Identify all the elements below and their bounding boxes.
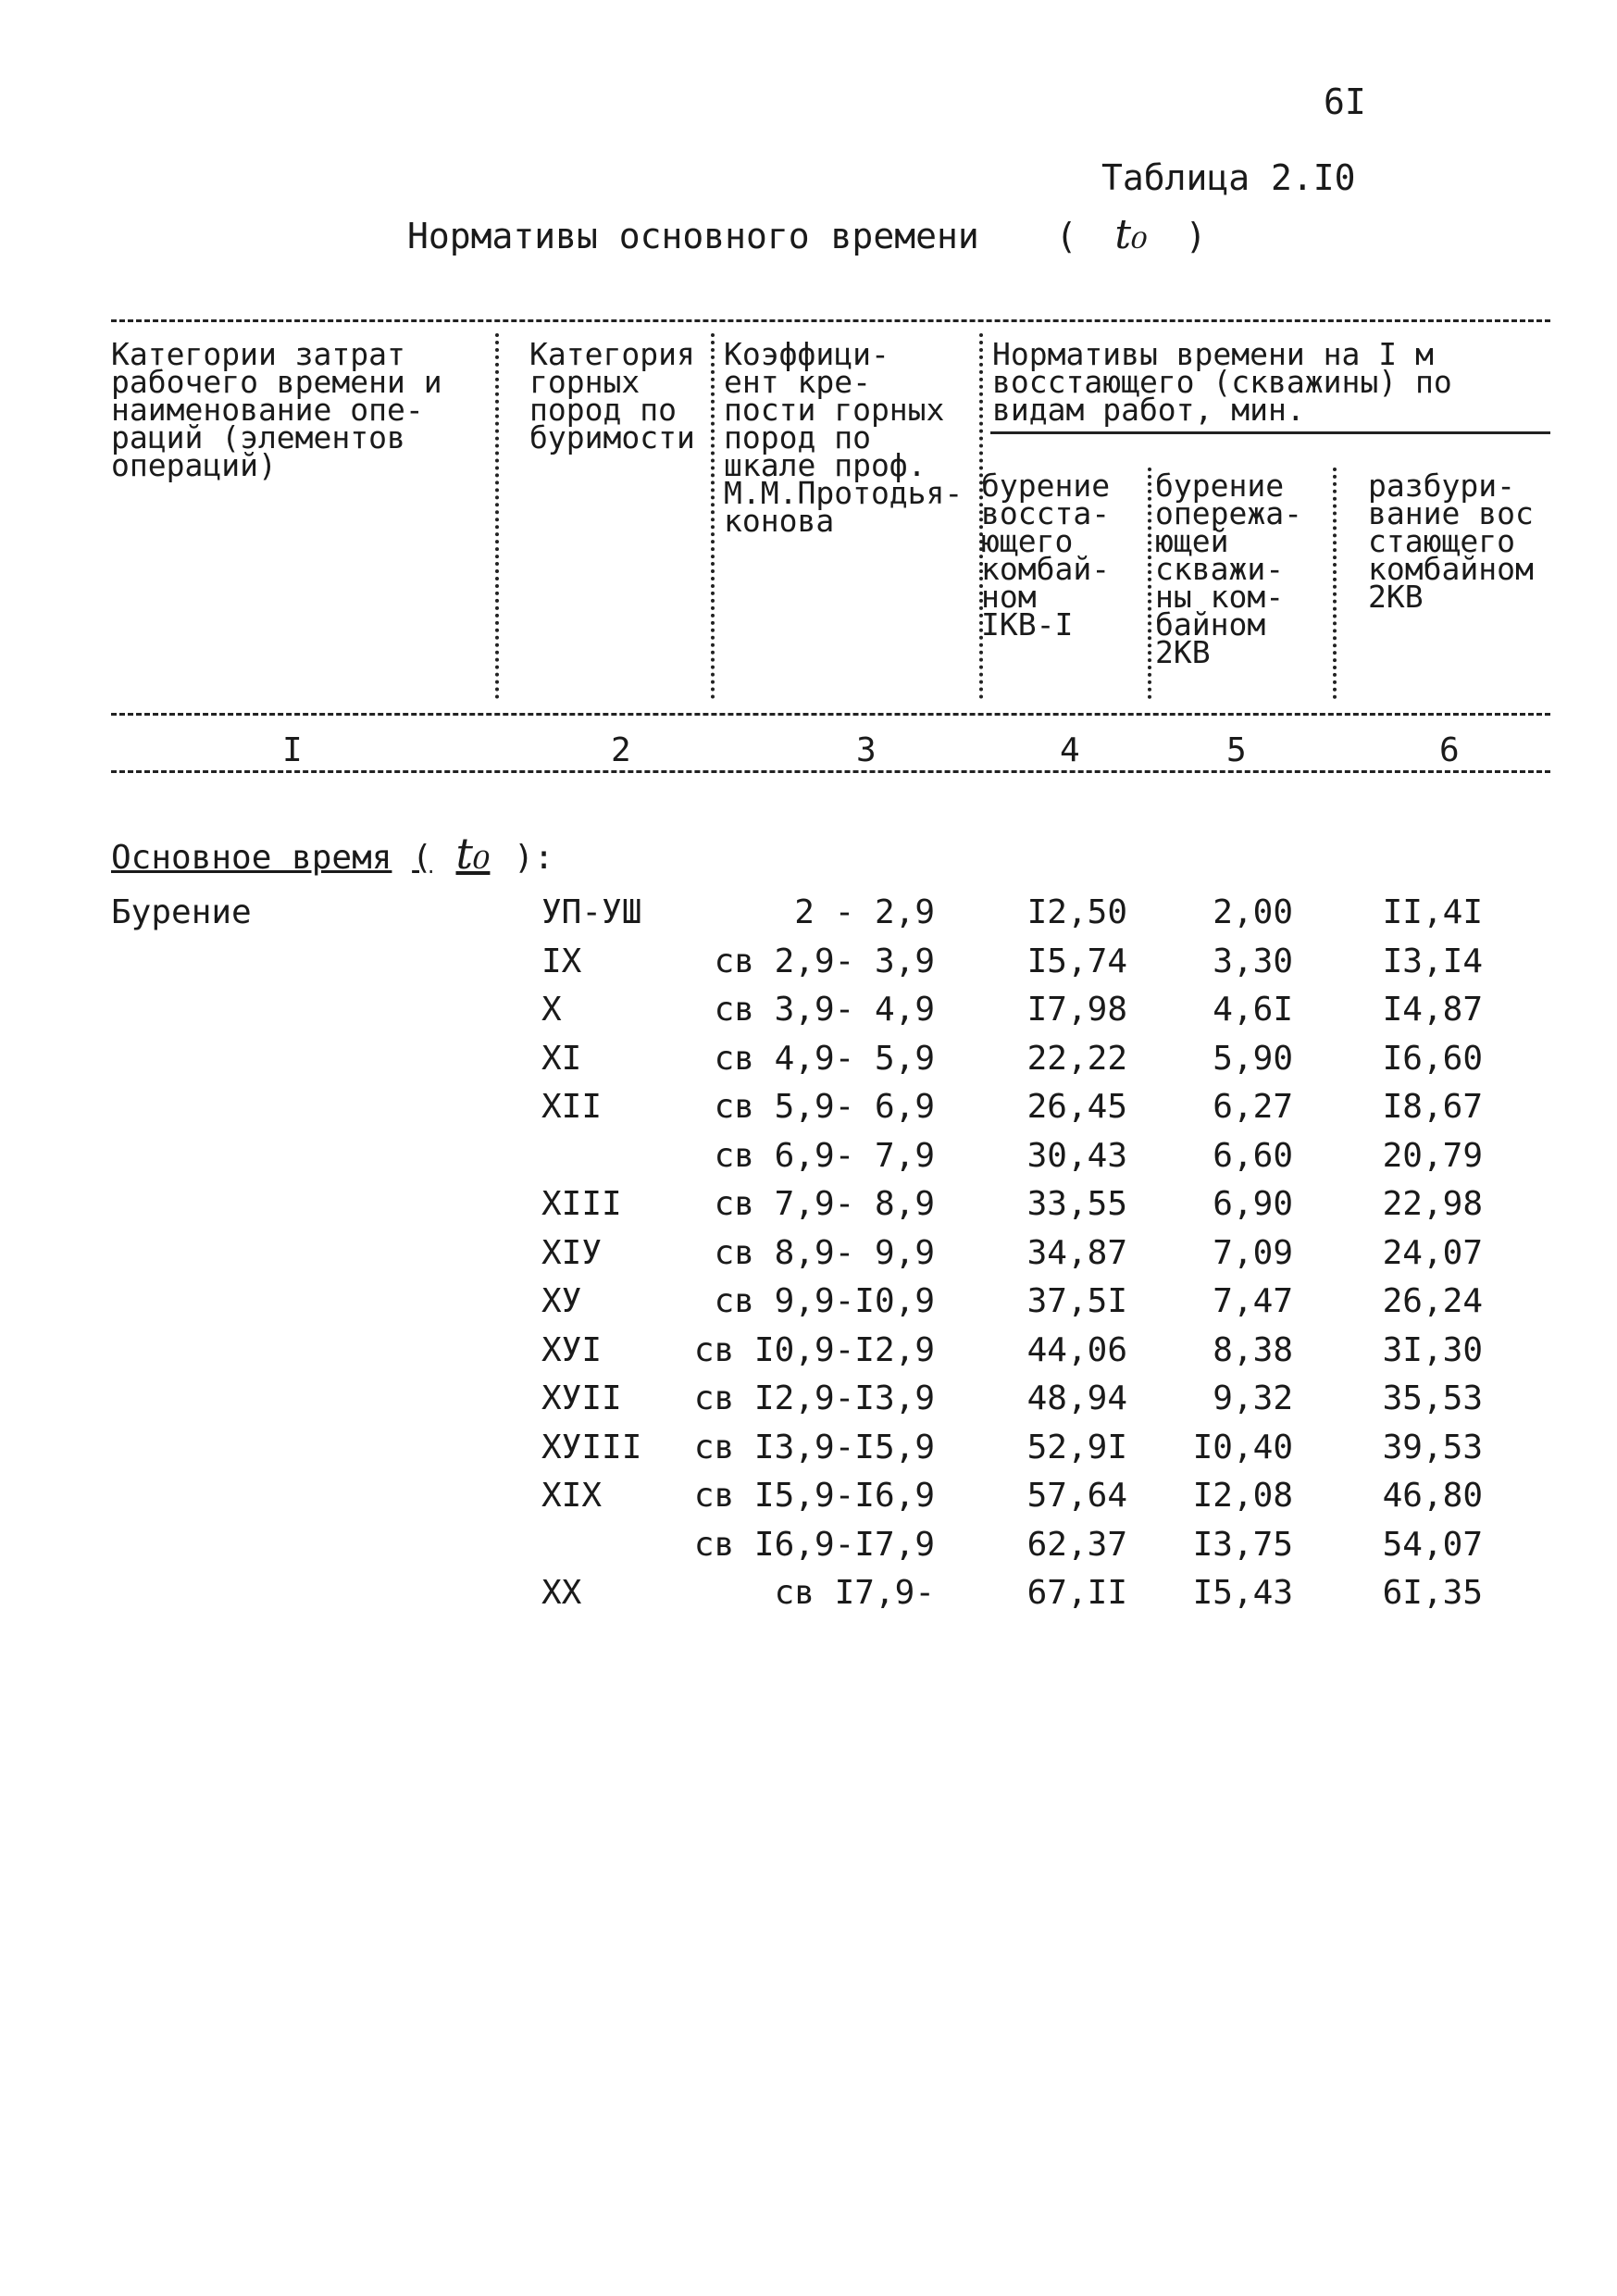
norm-reaming-2kv-cell: II,4I [1382,893,1483,931]
column-numbers-rule [111,770,1550,773]
norm-reaming-2kv-cell: 6I,35 [1382,1574,1483,1612]
header-col5: бурение опережа- ющей скважи- ны ком- байном 2КВ [1155,468,1302,670]
norm-reaming-2kv-cell: 3I,30 [1382,1330,1483,1369]
header-col6: разбури- вание вос стающего комбайном 2КВ [1368,468,1534,615]
column-separator [711,333,715,699]
page-number: 6I [1324,81,1366,122]
hardness-coefficient-cell: св 8,9- 9,9 [714,1233,935,1272]
table-row [0,1331,1617,1379]
hardness-coefficient-cell: св I7,9- [774,1574,935,1612]
norm-reaming-2kv-cell: 39,53 [1382,1428,1483,1466]
norm-pilot-2kv-cell: I0,40 [1192,1428,1293,1466]
norm-ikv1-cell: 67,II [1026,1574,1127,1612]
rock-category-cell: XУI [541,1330,603,1369]
column-separator [1333,468,1337,699]
norm-pilot-2kv-cell: 5,90 [1213,1039,1293,1078]
rock-category-cell: XУII [541,1379,622,1417]
header-top-rule [111,319,1550,322]
norm-ikv1-cell: 22,22 [1026,1039,1127,1078]
header-bottom-rule [111,713,1550,716]
hardness-coefficient-cell: св I3,9-I5,9 [693,1428,935,1466]
hardness-coefficient-cell: св 6,9- 7,9 [714,1136,935,1175]
table-row [0,1526,1617,1574]
norm-ikv1-cell: 48,94 [1026,1379,1127,1417]
column-number: 5 [1226,731,1247,769]
norm-ikv1-cell: I2,50 [1026,893,1127,931]
norm-pilot-2kv-cell: 2,00 [1213,893,1293,931]
table-row [0,1477,1617,1525]
rock-category-cell: XX [541,1574,582,1612]
rock-category-cell: XI [541,1039,582,1078]
norm-reaming-2kv-cell: 26,24 [1382,1282,1483,1320]
norm-reaming-2kv-cell: I6,60 [1382,1039,1483,1078]
table-row [0,1379,1617,1428]
hardness-coefficient-cell: 2 - 2,9 [794,893,935,931]
hardness-coefficient-cell: св I0,9-I2,9 [693,1330,935,1369]
title-close-paren: ) [1185,216,1207,256]
norm-pilot-2kv-cell: I5,43 [1192,1574,1293,1612]
header-group: Нормативы времени на I м восстающего (скважины) по видам работ, мин. [992,336,1452,428]
norm-reaming-2kv-cell: 35,53 [1382,1379,1483,1417]
norm-ikv1-cell: I7,98 [1026,991,1127,1029]
column-number: I [282,731,303,769]
table-row [0,1282,1617,1330]
hardness-coefficient-cell: св 4,9- 5,9 [714,1039,935,1078]
norm-ikv1-cell: 30,43 [1026,1136,1127,1175]
header-col3: Коэффици- ент кре- пости горных пород по шкале проф. М.М.Протодья- конова [724,336,964,539]
column-number: 2 [611,731,631,769]
norm-pilot-2kv-cell: 4,6I [1213,991,1293,1029]
norm-reaming-2kv-cell: I3,I4 [1382,942,1483,980]
norm-reaming-2kv-cell: 46,80 [1382,1477,1483,1515]
norm-ikv1-cell: 52,9I [1026,1428,1127,1466]
header-col1: Категории затрат рабочего времени и наименование опе- раций (элементов операций) [111,336,442,483]
norm-reaming-2kv-cell: 22,98 [1382,1185,1483,1223]
norm-pilot-2kv-cell: 7,47 [1213,1282,1293,1320]
column-number: 6 [1439,731,1460,769]
norm-reaming-2kv-cell: 24,07 [1382,1233,1483,1272]
table-row [0,1234,1617,1282]
hardness-coefficient-cell: св 9,9-I0,9 [714,1282,935,1320]
column-separator [1148,468,1151,699]
hardness-coefficient-cell: св 3,9- 4,9 [714,991,935,1029]
operation-label: Бурение [111,893,252,931]
t-zero-symbol: t₀ [1114,211,1148,258]
hardness-coefficient-cell: св I5,9-I6,9 [693,1477,935,1515]
norm-ikv1-cell: 57,64 [1026,1477,1127,1515]
table-row [0,1137,1617,1185]
table-title-text: Нормативы основного времени [407,216,979,256]
norm-reaming-2kv-cell: I4,87 [1382,991,1483,1029]
table-row [0,991,1617,1039]
norm-ikv1-cell: 26,45 [1026,1088,1127,1126]
hardness-coefficient-cell: св 7,9- 8,9 [714,1185,935,1223]
rock-category-cell: X [541,991,562,1029]
table-label: Таблица 2.I0 [1101,157,1356,198]
table-row [0,1429,1617,1477]
table-row [0,1040,1617,1088]
norm-reaming-2kv-cell: 54,07 [1382,1525,1483,1564]
norm-reaming-2kv-cell: I8,67 [1382,1088,1483,1126]
rock-category-cell: XУIII [541,1428,642,1466]
norm-pilot-2kv-cell: 7,09 [1213,1233,1293,1272]
norm-pilot-2kv-cell: 9,32 [1213,1379,1293,1417]
header-col2: Категория горных пород по буримости [529,336,695,455]
norm-pilot-2kv-cell: 6,60 [1213,1136,1293,1175]
column-separator [495,333,499,699]
table-row [0,1088,1617,1136]
column-separator [979,333,983,699]
column-number: 3 [856,731,877,769]
table-title [407,211,1207,258]
rock-category-cell: XIII [541,1185,622,1223]
table-row [0,942,1617,991]
rock-category-cell: XIX [541,1477,603,1515]
section-close-paren: ): [514,839,554,877]
norm-pilot-2kv-cell: I3,75 [1192,1525,1293,1564]
header-col4: бурение восста- ющего комбай- ном IКВ-I [981,468,1111,643]
norm-pilot-2kv-cell: I2,08 [1192,1477,1293,1515]
hardness-coefficient-cell: св I6,9-I7,9 [693,1525,935,1564]
table-row [0,1574,1617,1622]
header-group-rule [990,431,1550,434]
norm-ikv1-cell: 37,5I [1026,1282,1127,1320]
rock-category-cell: XУ [541,1282,582,1320]
norm-reaming-2kv-cell: 20,79 [1382,1136,1483,1175]
norm-ikv1-cell: 44,06 [1026,1330,1127,1369]
hardness-coefficient-cell: св I2,9-I3,9 [693,1379,935,1417]
norm-ikv1-cell: 33,55 [1026,1185,1127,1223]
title-open-paren: ( [1055,216,1077,256]
section-heading [111,829,554,879]
norm-pilot-2kv-cell: 6,90 [1213,1185,1293,1223]
norm-ikv1-cell: 62,37 [1026,1525,1127,1564]
section-open-paren: ( [412,839,432,877]
rock-category-cell: XIУ [541,1233,603,1272]
norm-ikv1-cell: 34,87 [1026,1233,1127,1272]
hardness-coefficient-cell: св 2,9- 3,9 [714,942,935,980]
norm-pilot-2kv-cell: 3,30 [1213,942,1293,980]
table-row [0,1185,1617,1233]
norm-pilot-2kv-cell: 6,27 [1213,1088,1293,1126]
norm-pilot-2kv-cell: 8,38 [1213,1330,1293,1369]
t-zero-symbol: t₀ [455,829,491,879]
column-number: 4 [1060,731,1080,769]
rock-category-cell: IX [541,942,582,980]
hardness-coefficient-cell: св 5,9- 6,9 [714,1088,935,1126]
section-label: Основное время [111,839,392,877]
table-row [0,893,1617,942]
rock-category-cell: УП-УШ [541,893,642,931]
rock-category-cell: XII [541,1088,603,1126]
norm-ikv1-cell: I5,74 [1026,942,1127,980]
